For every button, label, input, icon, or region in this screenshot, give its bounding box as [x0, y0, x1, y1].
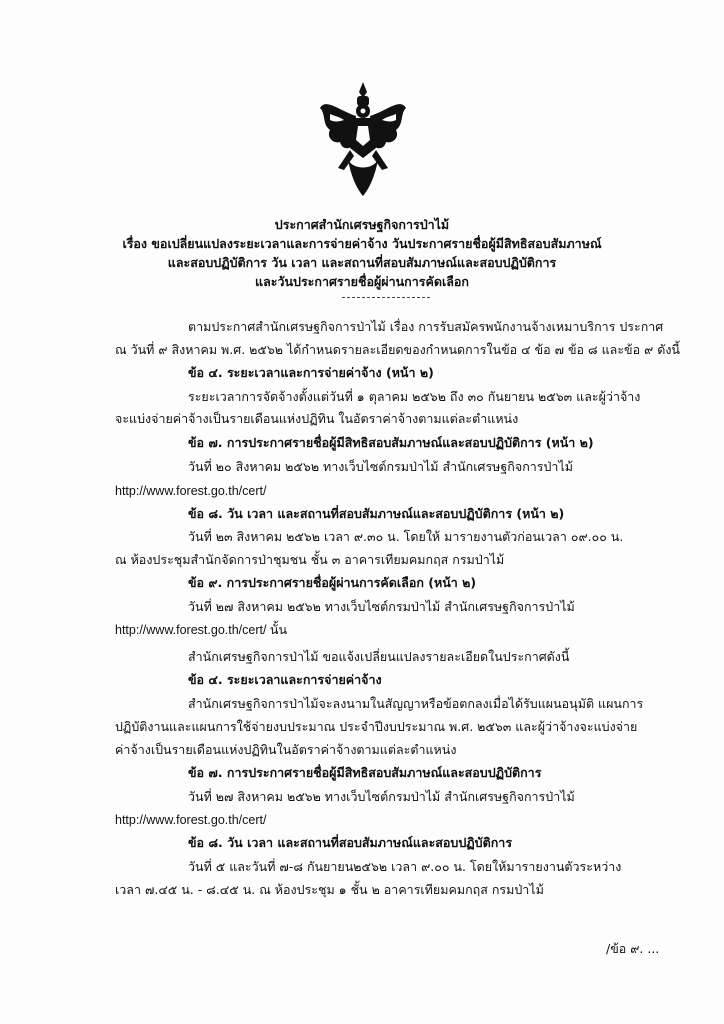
paragraph: ณ ห้องประชุมสำนักจัดการป่าชุมชน ชั้น ๓ อาคารเทียมคมกฤส กรมป่าไม้ [115, 552, 505, 567]
section-heading: ข้อ ๙. การประกาศรายชื่อผู้ผ่านการคัดเลือก (หน้า ๒) [188, 575, 477, 590]
paragraph: สำนักเศรษฐกิจการป่าไม้ ขอแจ้งเปลี่ยนแปลงรายละเอียดในประกาศดังนี้ [188, 649, 570, 664]
website-link[interactable]: http://www.forest.go.th/cert/ [115, 813, 267, 827]
paragraph: ปฏิบัติงานและแผนการใช้จ่ายงบประมาณ ประจำปีงบประมาณ พ.ศ. ๒๕๖๓ และผู้ว่าจ้างจะแบ่งจ่าย [115, 719, 638, 734]
paragraph: ค่าจ้างเป็นรายเดือนแห่งปฏิทินในอัตราค่าจ้างตามแต่ละตำแหน่ง [115, 742, 457, 757]
garuda-emblem-icon [318, 80, 408, 198]
paragraph: วันที่ ๒๓ สิงหาคม ๒๕๖๒ เวลา ๙.๓๐ น. โดยให้ มารายงานตัวก่อนเวลา ๐๙.๐๐ น. [188, 529, 624, 544]
paragraph: วันที่ ๕ และวันที่ ๗-๘ กันยายน๒๕๖๒ เวลา ๙.๐๐ น. โดยให้มารายงานตัวระหว่าง [188, 859, 622, 874]
paragraph-intro: ตามประกาศสำนักเศรษฐกิจการป่าไม้ เรื่อง การรับสมัครพนักงานจ้างเหมาบริการ ประกาศ [188, 319, 664, 334]
section-heading: ข้อ ๗. การประกาศรายชื่อผู้มีสิทธิสอบสัมภาษณ์และสอบปฏิบัติการ [188, 765, 542, 780]
document-subject-line2: และสอบปฏิบัติการ วัน เวลา และสถานที่สอบสัมภาษณ์และสอบปฏิบัติการ [167, 255, 557, 270]
document-subject-line3: และวันประกาศรายชื่อผู้ผ่านการคัดเลือก [255, 274, 469, 289]
paragraph: วันที่ ๒๐ สิงหาคม ๒๕๖๒ ทางเว็บไซต์กรมป่าไม้ สำนักเศรษฐกิจการป่าไม้ [188, 459, 573, 474]
paragraph: ระยะเวลาการจัดจ้างตั้งแต่วันที่ ๑ ตุลาคม ๒๕๖๒ ถึง ๓๐ กันยายน ๒๕๖๓ และผู้ว่าจ้าง [188, 389, 641, 404]
paragraph: สำนักเศรษฐกิจการป่าไม้จะลงนามในสัญญาหรือข้อตกลงเมื่อได้รับแผนอนุมัติ แผนการ [188, 696, 644, 711]
section-heading: ข้อ ๔. ระยะเวลาและการจ่ายค่าจ้าง [188, 672, 382, 687]
paragraph-intro-cont: ณ วันที่ ๙ สิงหาคม พ.ศ. ๒๕๖๒ ได้กำหนดรายละเอียดของกำหนดการในข้อ ๔ ข้อ ๗ ข้อ ๘ และข้อ ๙ ดังนี้ [115, 342, 680, 357]
section-heading: ข้อ ๗. การประกาศรายชื่อผู้มีสิทธิสอบสัมภาษณ์และสอบปฏิบัติการ (หน้า ๒) [188, 435, 594, 450]
document-title: ประกาศสำนักเศรษฐกิจการป่าไม้ [274, 217, 450, 232]
paragraph: จะแบ่งจ่ายค่าจ้างเป็นรายเดือนแห่งปฏิทิน ในอัตราค่าจ้างตามแต่ละตำแหน่ง [115, 411, 519, 426]
paragraph: วันที่ ๒๗ สิงหาคม ๒๕๖๒ ทางเว็บไซต์กรมป่าไม้ สำนักเศรษฐกิจการป่าไม้ [188, 599, 575, 614]
page-continuation: /ข้อ ๙. ... [606, 941, 660, 956]
section-heading: ข้อ ๘. วัน เวลา และสถานที่สอบสัมภาษณ์และสอบปฏิบัติการ (หน้า ๒) [188, 506, 565, 521]
title-divider [342, 297, 430, 298]
section-heading: ข้อ ๘. วัน เวลา และสถานที่สอบสัมภาษณ์และสอบปฏิบัติการ [188, 835, 513, 850]
paragraph: เวลา ๗.๔๕ น. - ๘.๔๕ น. ณ ห้องประชุม ๑ ชั้น ๒ อาคารเทียมคมกฤส กรมป่าไม้ [115, 882, 544, 897]
section-heading: ข้อ ๔. ระยะเวลาและการจ่ายค่าจ้าง (หน้า ๒) [188, 365, 434, 380]
paragraph: วันที่ ๒๗ สิงหาคม ๒๕๖๒ ทางเว็บไซต์กรมป่าไม้ สำนักเศรษฐกิจการป่าไม้ [188, 789, 575, 804]
website-link[interactable]: http://www.forest.go.th/cert/ นั้น [115, 623, 288, 637]
document-subject: เรื่อง ขอเปลี่ยนแปลงระยะเวลาและการจ่ายค่าจ้าง วันประกาศรายชื่อผู้มีสิทธิสอบสัมภาษณ์ [122, 236, 602, 251]
website-link[interactable]: http://www.forest.go.th/cert/ [115, 484, 267, 498]
